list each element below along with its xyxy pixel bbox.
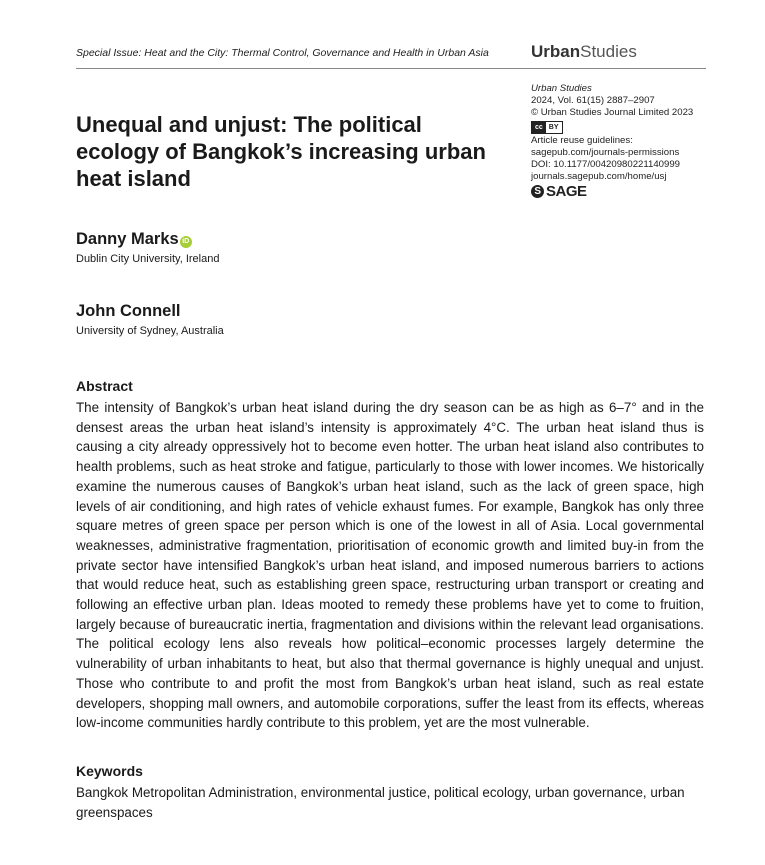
meta-reuse-label: Article reuse guidelines: [531,134,633,146]
keywords-list: Bangkok Metropolitan Administration, environmental justice, political ecology, urban governance, urban greenspaces [76,785,685,820]
abstract-body: The intensity of Bangkok’s urban heat island during the dry season can be as high as 6–7° and in the densest areas the urban heat island’s intensity is approximately 4°C. The urban heat island thus is causing a city already oppressively hot to become even hotter. The urban heat island also contributes to health problems, such as heat stroke and fatigue, particularly to those with lower incomes. We historically examine the numerous causes of Bangkok’s urban heat island, such as the lack of green space, high levels of air conditioning, and high rates of vehicle exhaust fumes. For example, Bangkok has only three square metres of green space per person which is one of the lowest in all of Asia. Local governmental weaknesses, administrative fragmentation, prioritisation of economic growth and limited buy-in from the private sector have intensified Bangkok’s urban heat island, and imposed numerous barriers to actions that would reduce heat, such as establishing green space, restructuring urban transport or creating and following an effective urban plan. Ideas mooted to remedy these problems have yet to come to fruition, largely because of bureaucratic inertia, fragmentation and divisions within the relevant lead organisations. The political ecology lens also reveals how political–economic processes largely determine the vulnerability of urban inhabitants to heat, but also that thermal governance is highly unequal and unjust. Those who contribute to and profit the most from Bangkok’s urban heat island, such as real estate developers, shopping mall owners, and automobile corporations, suffer the least from its effects, whereas low-income communities hardly contribute to this problem, yet are the most vulnerable. [76,400,704,731]
journal-logo-studies: Studies [580,42,637,61]
journal-logo [531,42,637,62]
meta-volume: 2024, Vol. 61(15) 2887–2907 [531,95,655,107]
abstract-heading: Abstract [76,378,133,394]
cc-icon: cc [532,122,546,133]
journal-logo-urban: Urban [531,42,581,61]
meta-journal: Urban Studies [531,83,592,94]
sage-logo [531,182,693,200]
sage-s-icon: S [531,185,544,198]
orcid-icon[interactable]: iD [180,236,192,248]
cc-by-label: BY [548,123,559,131]
author-affiliation: University of Sydney, Australia [76,325,224,337]
author-affiliation: Dublin City University, Ireland [76,253,220,265]
keywords-heading: Keywords [76,763,143,779]
meta-copyright: © Urban Studies Journal Limited 2023 [531,107,694,119]
author-name-text: Danny Marks [76,230,179,248]
cc-license-badge[interactable] [531,121,563,134]
meta-doi[interactable]: DOI: 10.1177/00420980221140999 [531,159,681,171]
author-name [76,230,192,249]
article-title: Unequal and unjust: The political ecology of Bangkok’s increasing urban heat island [76,112,486,191]
special-issue-banner: Special Issue: Heat and the City: Thermal Control, Governance and Health in Urban Asia [76,47,489,59]
author-name: John Connell [76,302,181,320]
meta-journal-url[interactable]: journals.sagepub.com/home/usj [531,171,667,183]
sage-wordmark: SAGE [546,182,587,200]
article-meta [531,83,693,198]
meta-reuse-url[interactable]: sagepub.com/journals-permissions [531,146,680,158]
header-rule [76,68,706,69]
